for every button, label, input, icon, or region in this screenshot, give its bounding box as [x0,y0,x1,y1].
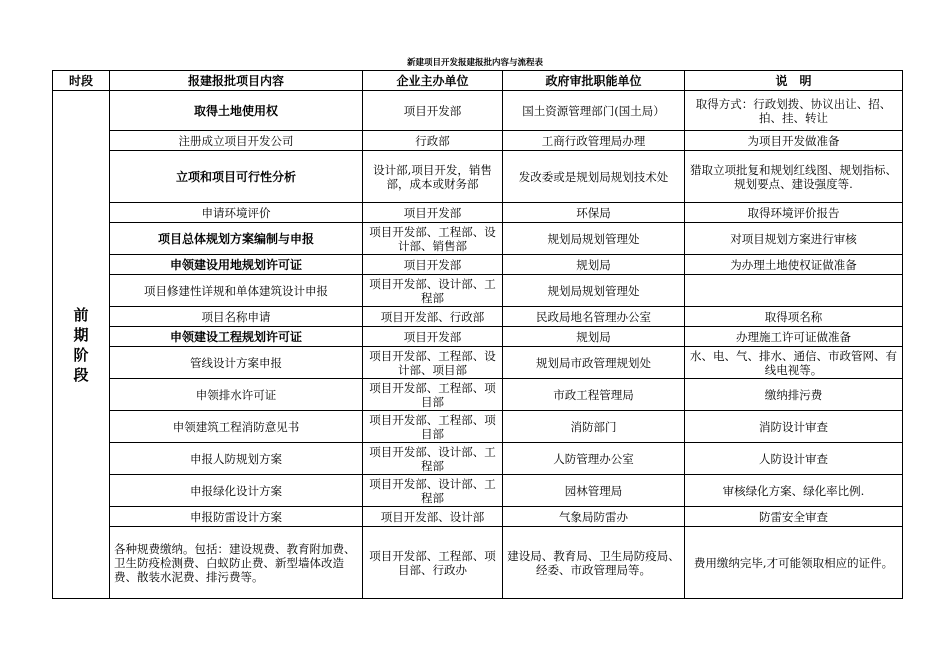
table-header-row [53,71,903,91]
content-cell: 申报绿化设计方案 [110,475,363,507]
gov-cell: 规划局 [503,255,685,275]
content-cell: 申领排水许可证 [110,379,363,411]
note-cell: 审核绿化方案、绿化率比例. [685,475,903,507]
owner-cell: 项目开发部、设计部 [363,507,503,527]
owner-cell: 行政部 [363,131,503,151]
content-cell: 申请环境评价 [110,203,363,223]
document-title: 新建项目开发报建报批内容与流程表 [406,58,543,68]
content-cell: 项目总体规划方案编制与申报 [110,223,363,255]
content-cell: 申领建设工程规划许可证 [110,327,363,347]
content-cell: 管线设计方案申报 [110,347,363,379]
table-row [53,255,903,275]
content-cell: 立项和项目可行性分析 [110,151,363,203]
owner-cell: 项目开发部、工程部、设计部、销售部 [363,223,503,255]
gov-cell: 消防部门 [503,411,685,443]
approval-process-table [52,70,903,599]
owner-cell: 项目开发部、设计部、工程部 [363,275,503,307]
note-cell: 取得环境评价报告 [685,203,903,223]
gov-cell: 工商行政管理局办理 [503,131,685,151]
owner-cell: 项目开发部、行政部 [363,307,503,327]
note-cell: 消防设计审查 [685,411,903,443]
gov-cell: 国土资源管理部门(国土局） [503,91,685,131]
table-row [53,151,903,203]
content-cell: 项目修建性详规和单体建筑设计申报 [110,275,363,307]
table-row [53,475,903,507]
note-cell: 对项目规划方案进行审核 [685,223,903,255]
content-cell: 各种规费缴纳。包括：建设规费、教育附加费、卫生防疫检测费、白蚁防止费、新型墙体改造费、散装水泥费、排污费等。 [110,527,363,599]
owner-cell: 项目开发部、设计部、工程部 [363,475,503,507]
note-cell: 办理施工许可证做准备 [685,327,903,347]
owner-cell: 设计部,项目开发，销售部，成本或财务部 [363,151,503,203]
table-row [53,327,903,347]
gov-cell: 环保局 [503,203,685,223]
content-cell: 项目名称申请 [110,307,363,327]
note-cell: 取得项名称 [685,307,903,327]
table-row [53,507,903,527]
table-row [53,443,903,475]
table-row [53,203,903,223]
phase-label: 前期阶段 [73,305,89,384]
phase-cell [53,91,110,599]
header-period: 时段 [53,71,110,91]
gov-cell: 发改委或是规划局规划技术处 [503,151,685,203]
header-owner: 企业主办单位 [363,71,503,91]
note-cell: 猎取立项批复和规划红线图、规划指标、规划要点、建设强度等. [685,151,903,203]
owner-cell: 项目开发部 [363,91,503,131]
owner-cell: 项目开发部 [363,327,503,347]
note-cell: 水、电、气、排水、通信、市政管网、有线电视等。 [685,347,903,379]
gov-cell: 人防管理办公室 [503,443,685,475]
header-note: 说 明 [685,71,903,91]
content-cell: 取得土地使用权 [110,91,363,131]
gov-cell: 民政局地名管理办公室 [503,307,685,327]
note-cell: 取得方式：行政划拨、协议出让、招、拍、挂、转让 [685,91,903,131]
gov-cell: 建设局、教育局、卫生局防疫局、经委、市政管理局等。 [503,527,685,599]
owner-cell: 项目开发部、工程部、项目部 [363,411,503,443]
table-row [53,379,903,411]
note-cell: 为项目开发做准备 [685,131,903,151]
content-cell: 注册成立项目开发公司 [110,131,363,151]
note-cell: 防雷安全审查 [685,507,903,527]
note-cell: 为办理土地使权证做准备 [685,255,903,275]
table-row [53,131,903,151]
gov-cell: 规划局规划管理处 [503,223,685,255]
gov-cell: 园林管理局 [503,475,685,507]
header-gov: 政府审批职能单位 [503,71,685,91]
table-row [53,307,903,327]
table-row [53,411,903,443]
table-row [53,91,903,131]
owner-cell: 项目开发部、工程部、项目部、行政办 [363,527,503,599]
content-cell: 申领建筑工程消防意见书 [110,411,363,443]
table-row [53,223,903,255]
table-row [53,527,903,599]
note-cell: 缴纳排污费 [685,379,903,411]
header-content: 报建报批项目内容 [110,71,363,91]
gov-cell: 气象局防雷办 [503,507,685,527]
gov-cell: 规划局规划管理处 [503,275,685,307]
note-cell [685,275,903,307]
table-row [53,275,903,307]
table-row [53,347,903,379]
owner-cell: 项目开发部 [363,203,503,223]
content-cell: 申报人防规划方案 [110,443,363,475]
owner-cell: 项目开发部、工程部、项目部 [363,379,503,411]
gov-cell: 规划局市政管理规划处 [503,347,685,379]
owner-cell: 项目开发部 [363,255,503,275]
note-cell: 人防设计审查 [685,443,903,475]
content-cell: 申报防雷设计方案 [110,507,363,527]
gov-cell: 规划局 [503,327,685,347]
content-cell: 申领建设用地规划许可证 [110,255,363,275]
table-body [53,91,903,599]
owner-cell: 项目开发部、设计部、工程部 [363,443,503,475]
gov-cell: 市政工程管理局 [503,379,685,411]
note-cell: 费用缴纳完毕,才可能领取相应的证件。 [685,527,903,599]
owner-cell: 项目开发部、工程部、设计部、项目部 [363,347,503,379]
